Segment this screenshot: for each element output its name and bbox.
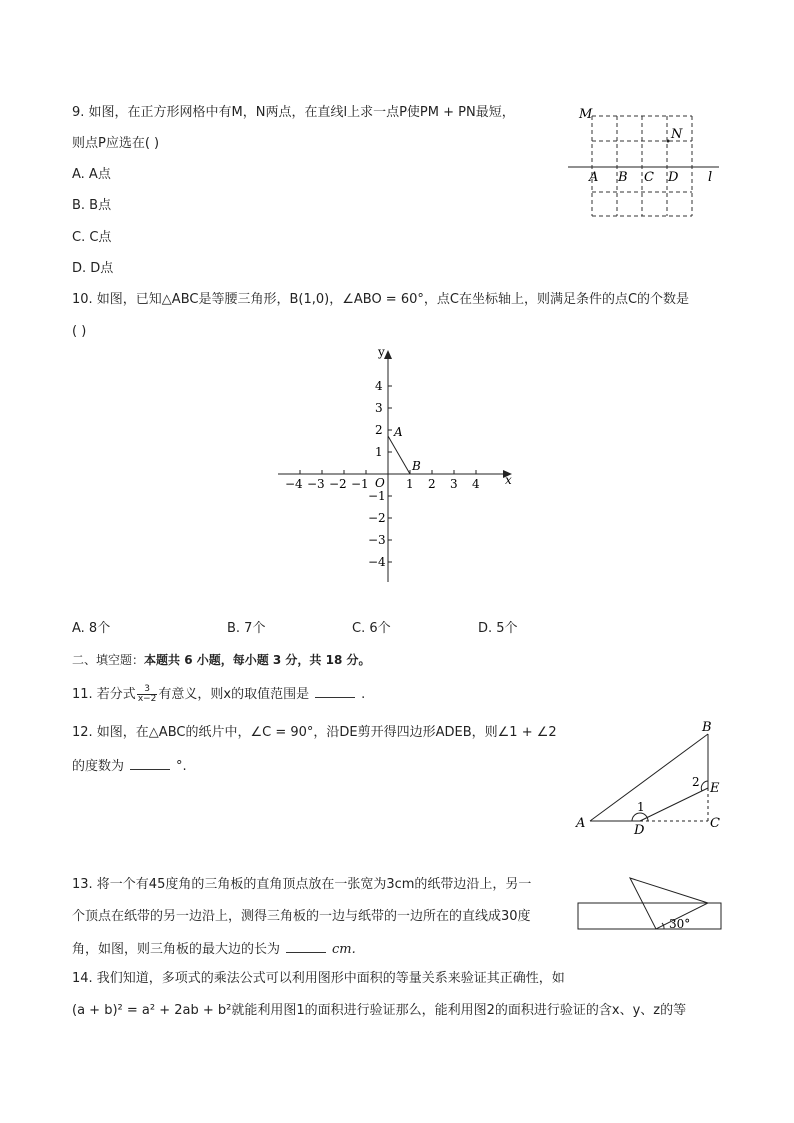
q12-answer-blank[interactable] [130, 757, 170, 770]
q9-option-b: B. B点 [72, 198, 112, 213]
q12-label-a: A [576, 816, 586, 831]
q14-stem-line1: 14. 我们知道，多项式的乘法公式可以利用图形中面积的等量关系来验证其正确性，如 [72, 971, 565, 986]
q10-stem-line2: ( ) [72, 324, 87, 339]
q10-y-tick-label: 1 [375, 445, 383, 459]
q9-label-d: D [668, 170, 679, 185]
q10-x-tick-label: 2 [428, 477, 436, 491]
q9-label-c: C [644, 170, 654, 185]
q10-coordinate-figure [270, 340, 520, 590]
q9-label-m: M [579, 107, 593, 122]
q13-stem-line1: 13. 将一个有45度角的三角板的直角顶点放在一张宽为3cm的纸带边沿上，另一 [72, 877, 532, 892]
q12-stem-line1: 12. 如图，在△ABC的纸片中，∠C = 90°，沿DE剪开得四边形ADEB，则∠1 + ∠2 [72, 725, 557, 740]
q10-y-tick-label: −1 [368, 489, 386, 503]
q13-line3-before: 角，如图，则三角板的最大边的长为 [72, 942, 281, 957]
q10-origin-label: O [375, 476, 385, 490]
q10-option-d: D. 5个 [478, 621, 518, 636]
q10-point-b-label: B [412, 459, 421, 473]
q12-label-angle-1: 1 [637, 800, 645, 814]
section-heading-prefix: 二、填空题： [72, 653, 145, 667]
section-heading [72, 652, 370, 668]
q11-end: . [361, 687, 366, 702]
q13-angle-label: 30° [669, 917, 691, 931]
q10-x-tick-label: −2 [329, 477, 347, 491]
q10-x-tick-label: 3 [450, 477, 458, 491]
q10-segment-ab [388, 436, 410, 474]
q11-frac-den: x−2 [137, 694, 157, 704]
q12-label-b: B [702, 720, 712, 735]
q10-y-tick-label: 2 [375, 423, 383, 437]
q9-option-a: A. A点 [72, 167, 111, 182]
q11-before: 11. 若分式 [72, 687, 136, 702]
q10-x-tick-label: −4 [285, 477, 303, 491]
q10-x-axis-label: x [505, 473, 512, 487]
q12-label-c: C [710, 816, 720, 831]
q12-line2-after: °. [176, 759, 187, 774]
q11-frac-num: 3 [137, 685, 158, 695]
q13-line3-after: cm. [332, 942, 356, 957]
q12-segment-de [640, 788, 708, 821]
q11-stem [72, 685, 365, 704]
q9-label-l: l [708, 170, 713, 185]
q12-stem-line2 [72, 757, 187, 775]
q12-segment-ab [590, 734, 708, 821]
q9-stem-line2: 则点P应选在( ) [72, 136, 160, 151]
q13-answer-blank[interactable] [286, 940, 326, 953]
q10-y-tick-label: −4 [368, 555, 386, 569]
q9-stem-line1: 9. 如图，在正方形网格中有M，N两点，在直线l上求一点P使PM + PN最短， [72, 105, 515, 120]
q9-option-d: D. D点 [72, 261, 114, 276]
q12-triangle-figure [570, 718, 730, 840]
q11-answer-blank[interactable] [315, 685, 355, 698]
q13-stem-line3 [72, 940, 356, 958]
q12-line2-before: 的度数为 [72, 759, 125, 774]
q10-y-tick-label: −3 [368, 533, 386, 547]
q10-point-a-label: A [394, 425, 403, 439]
q10-y-tick-label: 3 [375, 401, 383, 415]
q9-option-c: C. C点 [72, 230, 112, 245]
q12-label-angle-2: 2 [692, 775, 700, 789]
q11-fraction [137, 685, 158, 704]
q10-y-tick-label: −2 [368, 511, 386, 525]
q9-point-n [667, 140, 670, 143]
q10-x-tick-label: 1 [406, 477, 414, 491]
section-heading-bold: 本题共 6 小题，每小题 3 分，共 18 分。 [144, 653, 371, 667]
q9-label-b: B [618, 170, 628, 185]
q10-stem-line1: 10. 如图，已知△ABC是等腰三角形，B(1,0)，∠ABO = 60°，点C在坐标轴上，则满足条件的点C的个数是 [72, 292, 690, 307]
q10-y-arrow [384, 350, 392, 359]
q10-y-axis-label: y [378, 345, 385, 359]
q12-label-e: E [710, 781, 720, 796]
q9-grid-figure [562, 100, 732, 225]
q11-after: 有意义，则x的取值范围是 [158, 687, 310, 702]
q10-option-c: C. 6个 [352, 621, 391, 636]
q13-stem-line2: 个顶点在纸带的另一边沿上，测得三角板的一边与纸带的一边所在的直线成30度 [72, 909, 531, 924]
q10-x-tick-label: 4 [472, 477, 480, 491]
q10-option-b: B. 7个 [227, 621, 266, 636]
q13-paper-strip-figure [574, 872, 726, 936]
q12-label-d: D [634, 823, 645, 838]
q12-angle-1-arc [632, 813, 648, 821]
q9-label-a: A [589, 170, 599, 185]
q10-x-tick-label: −3 [307, 477, 325, 491]
q10-x-tick-label: −1 [351, 477, 369, 491]
q10-y-tick-label: 4 [375, 379, 383, 393]
q9-label-n: N [671, 127, 683, 142]
q14-stem-line2: (a + b)² = a² + 2ab + b²就能利用图1的面积进行验证那么，能利用图2的面积进行验证的含x、y、z的等 [72, 1003, 687, 1018]
q10-option-a: A. 8个 [72, 621, 111, 636]
